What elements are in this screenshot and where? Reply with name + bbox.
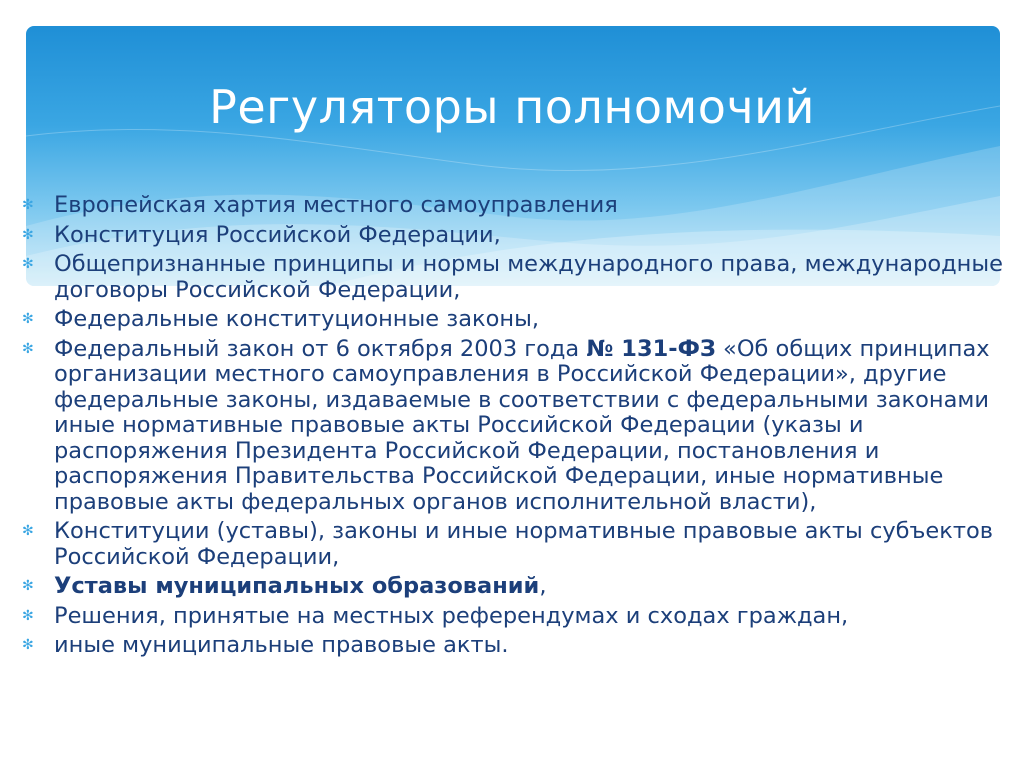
asterisk-bullet-icon: ✻: [22, 197, 34, 213]
asterisk-bullet-icon: ✻: [22, 226, 34, 243]
list-item-text-post: «Об общих принципах организации местного самоуправления в Российской Федерации», другие федеральные законы, издаваемые в соответствии с федеральными законами иные нормативные правовые акты Российской Федерации (указы и распоряжения Президента Российской Федерации, постановления и распоряжения Правительства Российской Федерации, иные нормативные правовые акты федеральных органов исполнительной власти),: [54, 335, 990, 515]
asterisk-bullet-icon: ✻: [22, 578, 34, 594]
law-number: № 131-ФЗ: [586, 335, 716, 362]
list-item: [22, 252, 1012, 303]
asterisk-bullet-icon: ✻: [22, 256, 34, 272]
list-item-text: Европейская хартия местного самоуправления: [54, 192, 618, 218]
list-item: [22, 519, 1012, 570]
asterisk-bullet-icon: ✻: [22, 523, 34, 539]
list-item: [22, 193, 1012, 219]
list-item: [22, 307, 1012, 333]
list-item-text: иные муниципальные правовые акты.: [54, 632, 509, 658]
list-item: [22, 337, 1012, 516]
list-item-text: Федеральные конституционные законы,: [54, 306, 540, 332]
bullet-list: [22, 193, 1012, 663]
list-item-text: Конституции (уставы), законы и иные нормативные правовые акты субъектов Российской Федерации,: [54, 518, 993, 570]
slide-title: Регуляторы полномочий: [209, 80, 815, 134]
list-item-text: Общепризнанные принципы и нормы международного права, международные договоры Российской Федерации,: [54, 251, 1003, 303]
list-item: [22, 604, 1012, 630]
list-item-text-post: ,: [539, 573, 547, 599]
list-item-text: Конституция Российской Федерации,: [54, 221, 501, 248]
asterisk-bullet-icon: ✻: [22, 311, 34, 327]
list-item-text-pre: Федеральный закон от 6 октября 2003 года: [54, 335, 587, 362]
list-item: [22, 633, 1012, 659]
list-item: [22, 574, 1012, 600]
asterisk-bullet-icon: ✻: [22, 637, 34, 653]
list-item-bold-text: Уставы муниципальных образований: [54, 573, 540, 599]
list-item: [22, 223, 1012, 249]
asterisk-bullet-icon: ✻: [22, 607, 34, 624]
list-item-text: Решения, принятые на местных референдумах и сходах граждан,: [54, 602, 849, 629]
asterisk-bullet-icon: ✻: [22, 340, 34, 357]
